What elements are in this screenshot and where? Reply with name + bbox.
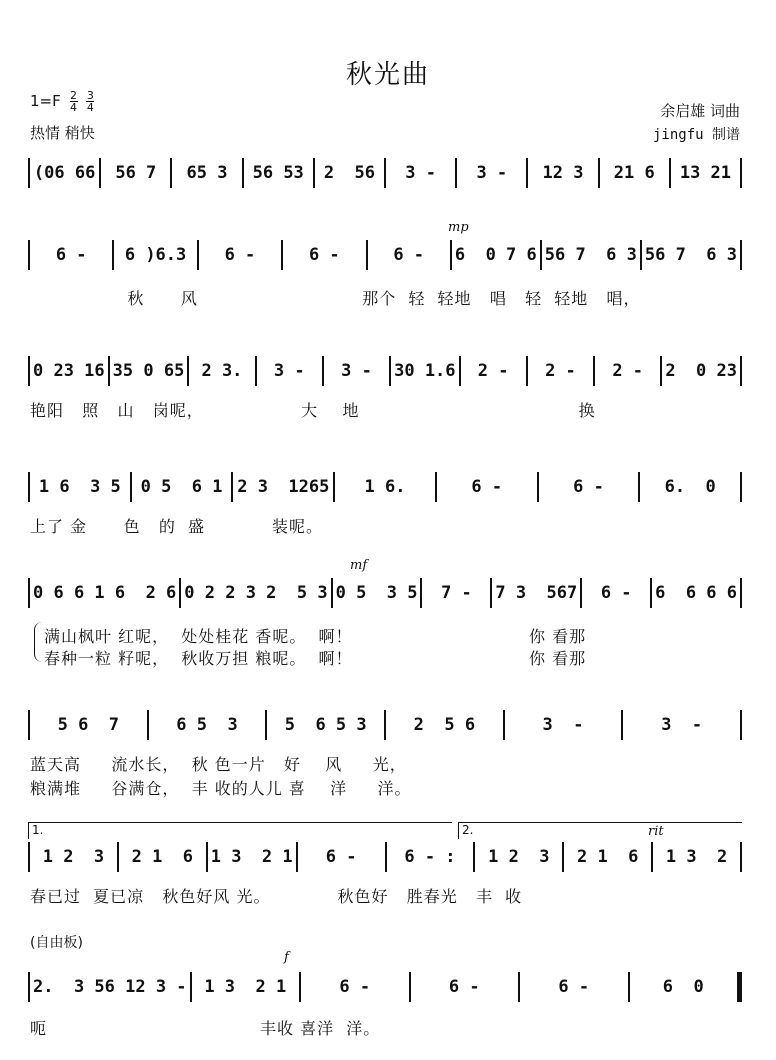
measure: 0 5 6 1 [132,472,234,502]
notation-row-2 [28,240,742,270]
lyrics-row-4: 上了 金 色 的 盛 装呢。 [30,517,323,536]
measure: 7 3 567 [492,578,582,608]
dynamic-f: f [284,950,289,965]
lyrics-row-3: 艳阳 照 山 岗呢， 大 地 换 [30,401,596,420]
measure: 6 - [301,972,411,1002]
measure: 2 - [528,356,595,386]
measure: 30 1.6 [391,356,460,386]
measure: 2 1 6 [564,842,653,872]
measure: 6. 0 [640,472,742,502]
measure: 6 - [283,240,367,270]
lyrics-row-7: 春已过 夏已凉 秋色好风 光。 秋色好 胜春光 丰 收 [30,887,523,906]
measure: 6 6 6 6 [652,578,742,608]
time-a-bottom: 4 [70,101,78,114]
verse-brace [34,622,43,662]
measure: 3 - [386,158,457,188]
measure: 6 0 7 6 [452,240,542,270]
measure: 1 3 2 1 [208,842,298,872]
measure: 13 21 [671,158,742,188]
time-signature-b [86,90,94,113]
measure: 56 7 [101,158,172,188]
measure: 6 0 [630,972,743,1002]
notation-row-6 [28,710,742,740]
measure: 0 6 6 1 6 2 6 [28,578,181,608]
measure: 35 0 65 [110,356,190,386]
measure: 6 - [539,472,641,502]
lyrics-row-5b: 春种一粒 籽呢， 秋收万担 粮呢。 啊！ 你 看那 [44,649,587,668]
measure: 6 - [437,472,539,502]
ritardando-mark: rit [648,824,664,839]
notation-row-5 [28,578,742,608]
key-signature [30,90,94,113]
measure: 6 - [28,240,114,270]
lyrics-row-6b: 粮满堆 谷满仓， 丰 收的人儿 喜 洋 洋。 [30,779,412,798]
time-signature-a [70,90,78,113]
measure: 2 1 6 [119,842,208,872]
measure: 0 23 16 [28,356,110,386]
lyricist-credit: 余启雄 词曲 [660,102,740,120]
measure: 3 - [324,356,391,386]
measure: 5 6 7 [28,710,149,740]
measure: 1 3 2 [653,842,742,872]
measure: 6 - : [387,842,476,872]
arranger-credit: jingfu 制谱 [652,127,740,143]
notation-row-1 [28,158,742,188]
lyrics-row-8: 呃 丰收 喜洋 洋。 [30,1019,381,1038]
volta-2: 2. [458,822,742,839]
measure: 6 5 3 [149,710,268,740]
measure: (06 66 [28,158,101,188]
measure: 3 - [623,710,742,740]
volta-1: 1. [28,822,452,839]
measure: 2 - [595,356,662,386]
measure: 6 - [520,972,630,1002]
measure: 12 3 [528,158,599,188]
measure: 6 - [368,240,452,270]
measure: 5 6 5 3 [267,710,386,740]
measure: 6 - [582,578,652,608]
measure: 2 56 [315,158,386,188]
measure: 1 3 2 1 [192,972,302,1002]
time-b-bottom: 4 [86,101,94,114]
dynamic-mp: mp [448,220,469,235]
measure: 6 - [411,972,521,1002]
key-label: 1=F [30,92,61,110]
measure: 1 2 3 [475,842,564,872]
measure: 2 5 6 [386,710,505,740]
measure: 6 )6.3 [114,240,198,270]
measure: 1 2 3 [28,842,119,872]
measure: 2 0 23 [662,356,742,386]
measure: 2 - [461,356,528,386]
measure: 1 6. [335,472,437,502]
dynamic-mf: mf [350,558,368,573]
measure: 0 2 2 3 2 5 3 [181,578,332,608]
notation-row-4 [28,472,742,502]
measure: 6 - [298,842,387,872]
measure: 56 7 6 3 [542,240,642,270]
free-tempo-marking: (自由板) [30,935,83,951]
notation-row-8 [28,972,742,1002]
measure: 56 7 6 3 [642,240,742,270]
tempo-marking: 热情 稍快 [30,124,95,142]
measure: 2 3 1265 [233,472,335,502]
time-b-top: 3 [86,89,94,102]
measure: 0 5 3 5 [333,578,423,608]
time-a-top: 2 [70,89,78,102]
measure: 3 - [505,710,624,740]
notation-row-7 [28,842,742,872]
lyrics-row-5a: 满山枫叶 红呢， 处处桂花 香呢。 啊！ 你 看那 [44,627,587,646]
measure: 3 - [457,158,528,188]
measure: 56 53 [244,158,315,188]
page-title: 秋光曲 [345,60,430,90]
measure: 21 6 [600,158,671,188]
measure: 7 - [422,578,492,608]
lyrics-row-6a: 蓝天高 流水长， 秋 色一片 好 风 光， [30,755,407,774]
measure: 3 - [257,356,324,386]
notation-row-3 [28,356,742,386]
measure: 1 6 3 5 [28,472,132,502]
measure: 2 3. [189,356,256,386]
measure: 6 - [199,240,283,270]
measure: 2. 3 56 12 3 - [28,972,192,1002]
measure: 65 3 [172,158,243,188]
lyrics-row-2: 秋 风 那个 轻 轻地 唱 轻 轻地 唱， [30,289,641,308]
